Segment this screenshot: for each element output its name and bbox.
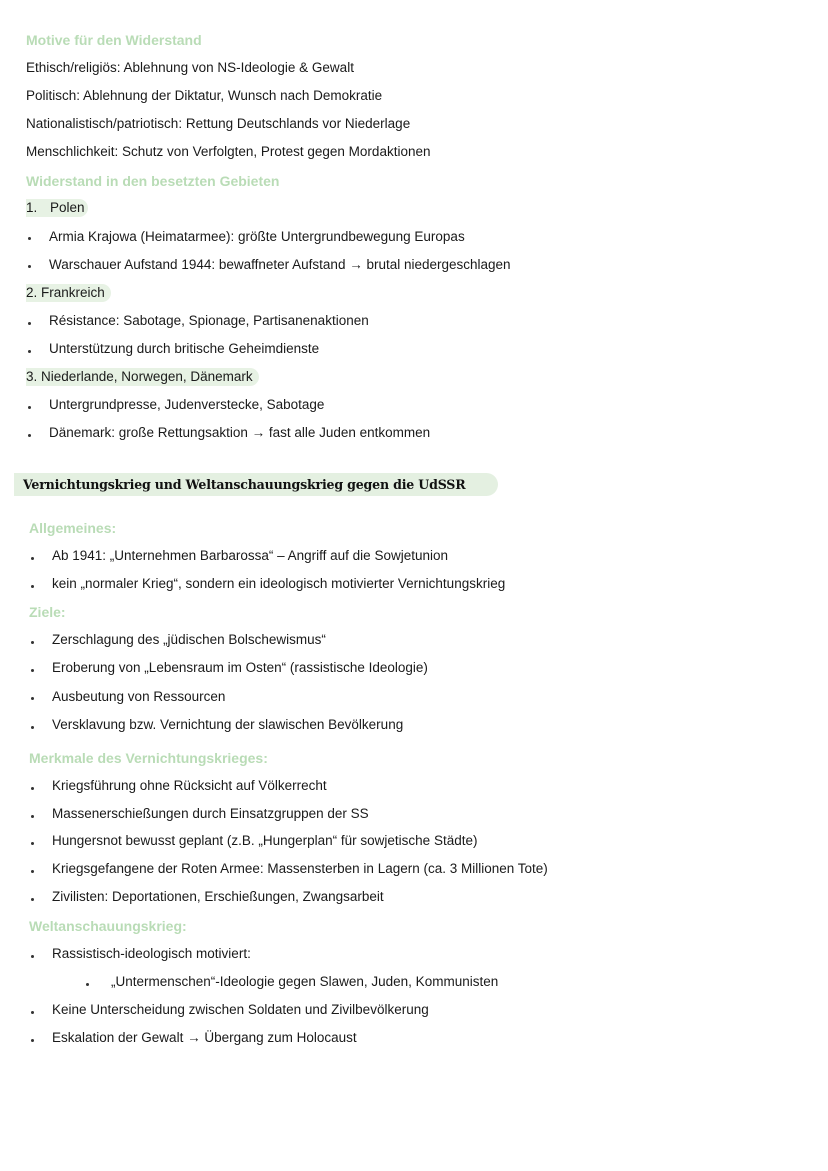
bullet-icon — [31, 1039, 34, 1042]
list-item: Hungersnot bewusst geplant (z.B. „Hungerplan“ für sowjetische Städte) — [52, 833, 478, 848]
bullet-icon — [31, 787, 34, 790]
list-item: Keine Unterscheidung zwischen Soldaten und Zivilbevölkerung — [52, 1002, 429, 1017]
bullet-icon — [86, 983, 89, 986]
heading-allgemeines: Allgemeines: — [29, 520, 117, 536]
list-item: Massenerschießungen durch Einsatzgruppen der SS — [52, 806, 369, 821]
list-number: 1. — [26, 200, 38, 215]
heading-merkmale: Merkmale des Vernichtungskrieges: — [29, 750, 268, 766]
heading-motive: Motive für den Widerstand — [26, 32, 202, 48]
motive-item: Nationalistisch/patriotisch: Rettung Deutschlands vor Niederlage — [26, 116, 411, 131]
bullet-icon — [31, 641, 34, 644]
motive-item: Politisch: Ablehnung der Diktatur, Wunsch nach Demokratie — [26, 88, 383, 103]
motive-item: Menschlichkeit: Schutz von Verfolgten, Protest gegen Mordaktionen — [26, 144, 431, 159]
list-item: Eroberung von „Lebensraum im Osten“ (rassistische Ideologie) — [52, 660, 428, 675]
list-item: Warschauer Aufstand 1944: bewaffneter Aufstand → brutal niedergeschlagen — [49, 257, 511, 272]
bullet-icon — [28, 237, 31, 240]
bullet-icon — [31, 585, 34, 588]
sub-list-item: „Untermenschen“-Ideologie gegen Slawen, Juden, Kommunisten — [111, 974, 499, 989]
page-title: Vernichtungskrieg und Weltanschauungskrieg gegen die UdSSR — [14, 473, 498, 496]
bullet-icon — [31, 557, 34, 560]
bullet-icon — [28, 322, 31, 325]
list-item: Armia Krajowa (Heimatarmee): größte Untergrundbewegung Europas — [49, 229, 465, 244]
list-item: Eskalation der Gewalt → Übergang zum Holocaust — [52, 1030, 357, 1045]
list-item: Unterstützung durch britische Geheimdienste — [49, 341, 320, 356]
list-item-poland — [26, 199, 88, 217]
list-item: Kriegsführung ohne Rücksicht auf Völkerrecht — [52, 778, 327, 793]
list-title: Polen — [50, 200, 85, 215]
bullet-icon — [28, 350, 31, 353]
list-item: Résistance: Sabotage, Spionage, Partisanenaktionen — [49, 313, 369, 328]
list-item-nordic: 3. Niederlande, Norwegen, Dänemark — [26, 368, 259, 386]
list-item: Versklavung bzw. Vernichtung der slawischen Bevölkerung — [52, 717, 404, 732]
bullet-icon — [31, 697, 34, 700]
list-item: Kriegsgefangene der Roten Armee: Massensterben in Lagern (ca. 3 Millionen Tote) — [52, 861, 548, 876]
motive-item: Ethisch/religiös: Ablehnung von NS-Ideologie & Gewalt — [26, 60, 354, 75]
bullet-icon — [31, 1011, 34, 1014]
bullet-icon — [31, 815, 34, 818]
bullet-icon — [28, 434, 31, 437]
bullet-icon — [31, 726, 34, 729]
bullet-icon — [31, 669, 34, 672]
bullet-icon — [28, 406, 31, 409]
heading-weltanschauungskrieg: Weltanschauungskrieg: — [29, 918, 187, 934]
bullet-icon — [31, 898, 34, 901]
heading-widerstand-besetzt: Widerstand in den besetzten Gebieten — [26, 173, 280, 189]
bullet-icon — [31, 955, 34, 958]
list-item: Zivilisten: Deportationen, Erschießungen, Zwangsarbeit — [52, 889, 384, 904]
list-item: kein „normaler Krieg“, sondern ein ideologisch motivierter Vernichtungskrieg — [52, 576, 506, 591]
heading-ziele: Ziele: — [29, 604, 66, 620]
list-item-france: 2. Frankreich — [26, 284, 111, 302]
bullet-icon — [31, 870, 34, 873]
list-item: Ab 1941: „Unternehmen Barbarossa“ – Angriff auf die Sowjetunion — [52, 548, 448, 563]
list-item: Zerschlagung des „jüdischen Bolschewismus“ — [52, 632, 326, 647]
list-item: Rassistisch-ideologisch motiviert: — [52, 946, 251, 961]
bullet-icon — [28, 265, 31, 268]
list-item: Ausbeutung von Ressourcen — [52, 689, 226, 704]
list-item: Dänemark: große Rettungsaktion → fast alle Juden entkommen — [49, 425, 431, 440]
list-item: Untergrundpresse, Judenverstecke, Sabotage — [49, 397, 325, 412]
bullet-icon — [31, 842, 34, 845]
